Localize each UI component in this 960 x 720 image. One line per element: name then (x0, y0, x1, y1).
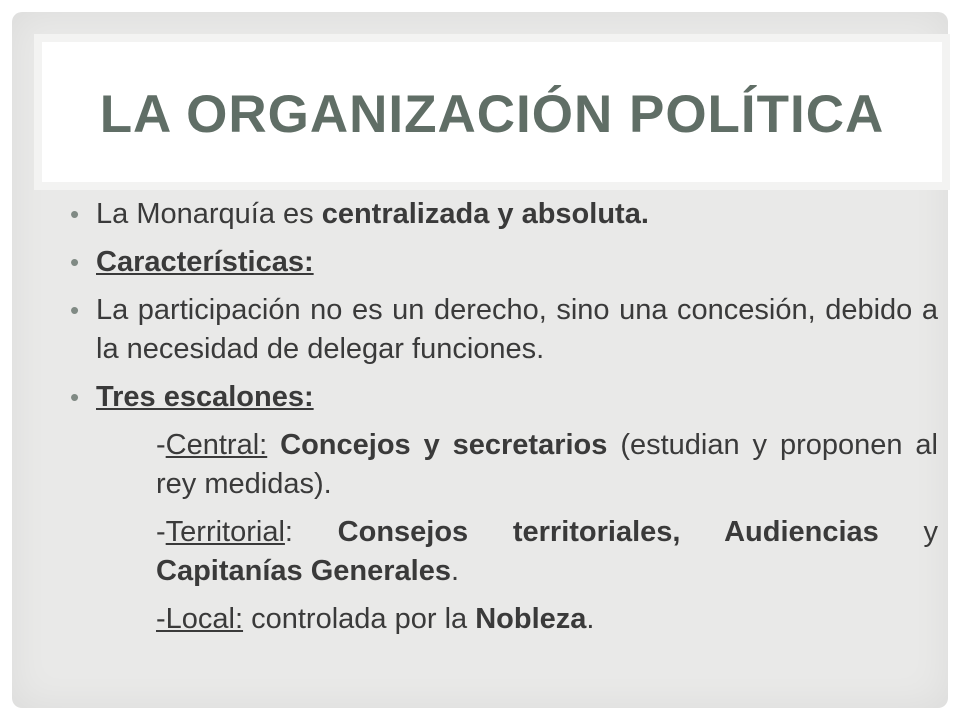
bullet-dot-icon: • (70, 247, 80, 277)
bullet-monarquia (70, 195, 938, 234)
sub-item-prefix: - (156, 516, 166, 548)
sub-item-label: Central: (165, 429, 268, 461)
sub-item-text: . (586, 603, 595, 635)
bullet-dot-icon: • (70, 199, 80, 229)
sub-item-gap (243, 603, 251, 635)
sub-item-label: Territorial (165, 516, 285, 548)
bullet-tres-escalones (70, 378, 938, 417)
sub-item-central (70, 426, 938, 504)
sub-item-bold: Capitanías Generales (156, 555, 451, 587)
section-heading-caracteristicas: Características: (96, 246, 314, 278)
sub-item-gap: : (284, 516, 338, 548)
section-heading-escalones: Tres escalones: (96, 381, 314, 413)
bullet-dot-icon: • (70, 295, 80, 325)
bullet-bold-text: centralizada y absoluta. (321, 198, 649, 230)
bullet-caracteristicas (70, 243, 938, 282)
sub-item-label: -Local: (156, 603, 244, 635)
sub-item-territorial (70, 513, 938, 591)
sub-item-local (70, 600, 938, 639)
title-box (42, 42, 942, 182)
sub-item-text: (estudian y proponen al rey medidas). (156, 429, 938, 500)
sub-item-bold: Consejos territoriales, Audiencias (337, 516, 879, 548)
bullet-text: La Monarquía es (96, 198, 322, 230)
sub-item-prefix: - (156, 429, 166, 461)
bullet-text: La participación no es un derecho, sino una concesión, debido a la necesidad de delegar funciones. (96, 294, 938, 365)
sub-item-text: controlada por la (251, 603, 476, 635)
slide-title: LA ORGANIZACIÓN POLÍTICA (99, 85, 885, 144)
sub-item-gap (267, 429, 280, 461)
sub-item-text: y (878, 516, 938, 548)
bullet-dot-icon: • (70, 382, 80, 412)
sub-item-bold: Nobleza (475, 603, 587, 635)
slide-content (70, 195, 938, 648)
bullet-participacion (70, 291, 938, 369)
sub-item-text: . (450, 555, 460, 587)
sub-item-bold: Concejos y secretarios (280, 429, 608, 461)
